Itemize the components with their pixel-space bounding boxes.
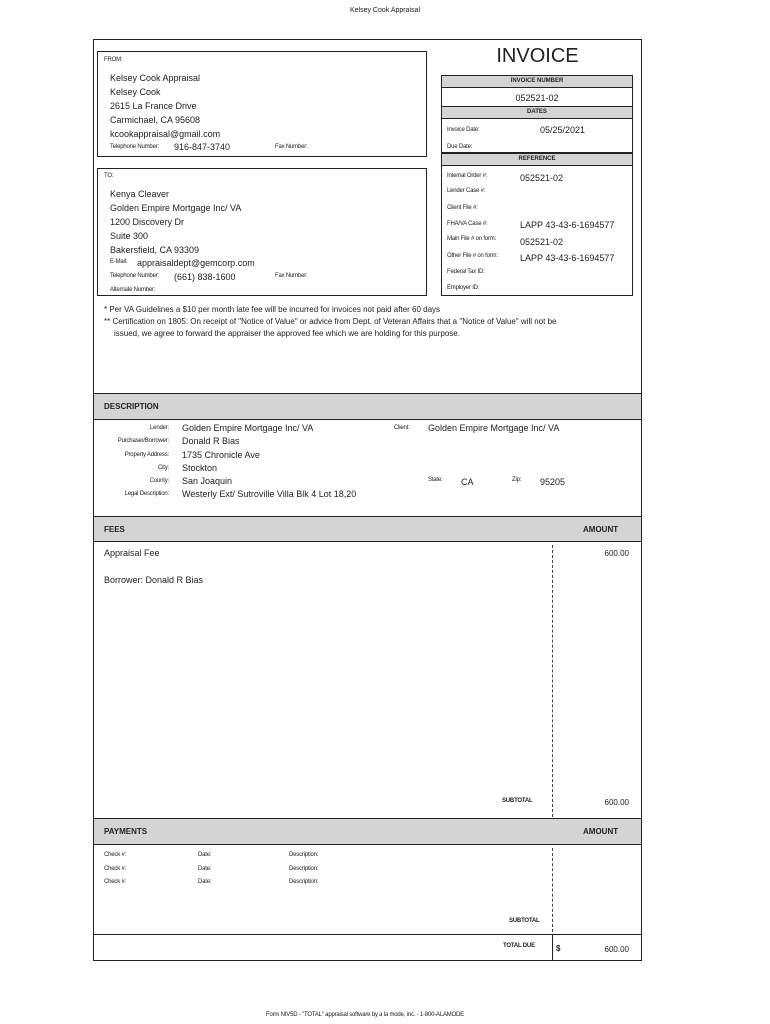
from-line: 2615 La France Drive: [110, 101, 197, 111]
zip-value: 95205: [540, 477, 566, 487]
total-currency: $: [556, 944, 561, 953]
total-due-value: 600.00: [604, 945, 629, 954]
invoice-number-header: INVOICE NUMBER: [441, 75, 633, 88]
to-telephone-label: Telephone Number:: [110, 273, 159, 279]
to-fax-label: Fax Number:: [275, 273, 308, 279]
from-telephone: 916-847-3740: [174, 142, 231, 152]
client-file-label: Client File #:: [447, 205, 478, 211]
from-telephone-label: Telephone Number:: [110, 144, 159, 150]
to-line: Golden Empire Mortgage Inc/ VA: [110, 203, 242, 213]
fha-case-label: FHA/VA Case #:: [447, 221, 488, 227]
state-value: CA: [461, 477, 474, 487]
from-address: [110, 71, 220, 141]
lender-case-label: Lender Case #:: [447, 188, 486, 194]
payments-amount-header: AMOUNT: [583, 827, 619, 836]
check-label: Check #:: [104, 852, 127, 858]
client-value: Golden Empire Mortgage Inc/ VA: [428, 423, 560, 433]
other-file-value: LAPP 43-43-6-1694577: [520, 253, 615, 263]
reference-header: REFERENCE: [441, 153, 633, 166]
fee-item-label: Appraisal Fee: [104, 548, 160, 558]
federal-tax-label: Federal Tax ID:: [447, 269, 485, 275]
payments-divider: [552, 848, 553, 932]
to-label: TO:: [104, 173, 114, 179]
to-line: Bakersfield, CA 93309: [110, 245, 200, 255]
main-file-value: 052521-02: [520, 237, 564, 247]
date-label: Date:: [198, 866, 212, 872]
fees-amount-header: AMOUNT: [583, 525, 619, 534]
description-label: Description:: [289, 852, 319, 858]
date-label: Date:: [198, 879, 212, 885]
legal-value: Westerly Ext/ Sutroville Villa Blk 4 Lot 18,20: [182, 489, 357, 499]
to-line: Kenya Cleaver: [110, 189, 170, 199]
fha-case-value: LAPP 43-43-6-1694577: [520, 220, 615, 230]
notes: [104, 304, 634, 340]
description-label: Description:: [289, 866, 319, 872]
employer-id-label: Employer ID:: [447, 285, 480, 291]
from-line: Kelsey Cook: [110, 87, 161, 97]
borrower-value: Donald R Bias: [182, 436, 240, 446]
to-email: appraisaldept@gemcorp.com: [137, 258, 255, 268]
total-divider: [552, 934, 553, 960]
due-date-label: Due Date:: [447, 144, 473, 150]
to-email-label: E-Mail:: [110, 259, 128, 265]
client-label: Client:: [394, 425, 410, 431]
property-label: Property Address:: [124, 452, 169, 458]
check-label: Check #:: [104, 879, 127, 885]
from-fax-label: Fax Number:: [275, 144, 308, 150]
county-label: County:: [149, 478, 169, 484]
from-line: Carmichael, CA 95608: [110, 115, 201, 125]
to-line: 1200 Discovery Dr: [110, 217, 185, 227]
invoice-date-label: Invoice Date:: [447, 127, 480, 133]
page-header: Kelsey Cook Appraisal: [349, 7, 421, 14]
note-line: ** Certification on 1805: On receipt of "Notice of Value" or advice from Dept. of Veteran Affairs that a "Notice of Value" will not be: [104, 317, 557, 326]
total-separator: [94, 934, 641, 935]
check-label: Check #:: [104, 866, 127, 872]
internal-order-label: Internal Order #:: [447, 173, 488, 179]
fees-header-bar: [94, 516, 641, 542]
payments-header: PAYMENTS: [104, 827, 148, 836]
legal-label: Legal Description:: [124, 491, 169, 497]
fees-divider: [552, 545, 553, 817]
property-value: 1735 Chronicle Ave: [182, 450, 260, 460]
fees-header: FEES: [104, 525, 125, 534]
to-telephone: (661) 838-1600: [174, 272, 236, 282]
main-file-label: Main File # on form:: [447, 236, 497, 242]
from-label: FROM:: [104, 57, 123, 63]
reference-box: [441, 165, 633, 296]
to-address: [110, 187, 241, 257]
note-line: * Per VA Guidelines a $10 per month late fee will be incurred for invoices not paid after 60 days: [104, 305, 441, 314]
lender-label: Lender:: [150, 425, 169, 431]
state-label: State:: [428, 477, 443, 483]
footer: Form NIV5D - "TOTAL" appraisal software by a la mode, inc. - 1-800-ALAMODE: [266, 1012, 464, 1018]
description-header: DESCRIPTION: [104, 402, 159, 411]
other-file-label: Other File # on form:: [447, 253, 498, 259]
county-value: San Joaquin: [182, 476, 233, 486]
invoice-number-value: 052521-02: [515, 93, 559, 103]
lender-value: Golden Empire Mortgage Inc/ VA: [182, 423, 314, 433]
total-due-label: TOTAL DUE: [503, 943, 535, 949]
dates-header: DATES: [441, 106, 633, 119]
fees-subtotal-value: 600.00: [604, 798, 629, 807]
fee-item-label: Borrower: Donald R Bias: [104, 575, 204, 585]
to-alternate-label: Alternate Number:: [110, 287, 156, 293]
borrower-label: Purchaser/Borrower:: [117, 438, 169, 444]
fees-subtotal-label: SUBTOTAL: [502, 798, 533, 804]
zip-label: Zip:: [512, 477, 522, 483]
from-line: Kelsey Cook Appraisal: [110, 73, 201, 83]
city-value: Stockton: [182, 463, 218, 473]
date-label: Date:: [198, 852, 212, 858]
fee-item-amount: 600.00: [604, 549, 629, 558]
from-line: kcookappraisal@gmail.com: [110, 129, 221, 139]
description-header-bar: [94, 393, 641, 420]
invoice-date-value: 05/25/2021: [540, 125, 586, 135]
internal-order-value: 052521-02: [520, 173, 564, 183]
description-label: Description:: [289, 879, 319, 885]
payments-subtotal-label: SUBTOTAL: [509, 918, 540, 924]
payments-header-bar: [94, 818, 641, 845]
note-line: issued, we agree to forward the appraiser the approved fee which we are holding for this purpose.: [114, 329, 460, 338]
to-line: Suite 300: [110, 231, 149, 241]
city-label: City:: [157, 465, 169, 471]
invoice-title: INVOICE: [496, 45, 579, 67]
